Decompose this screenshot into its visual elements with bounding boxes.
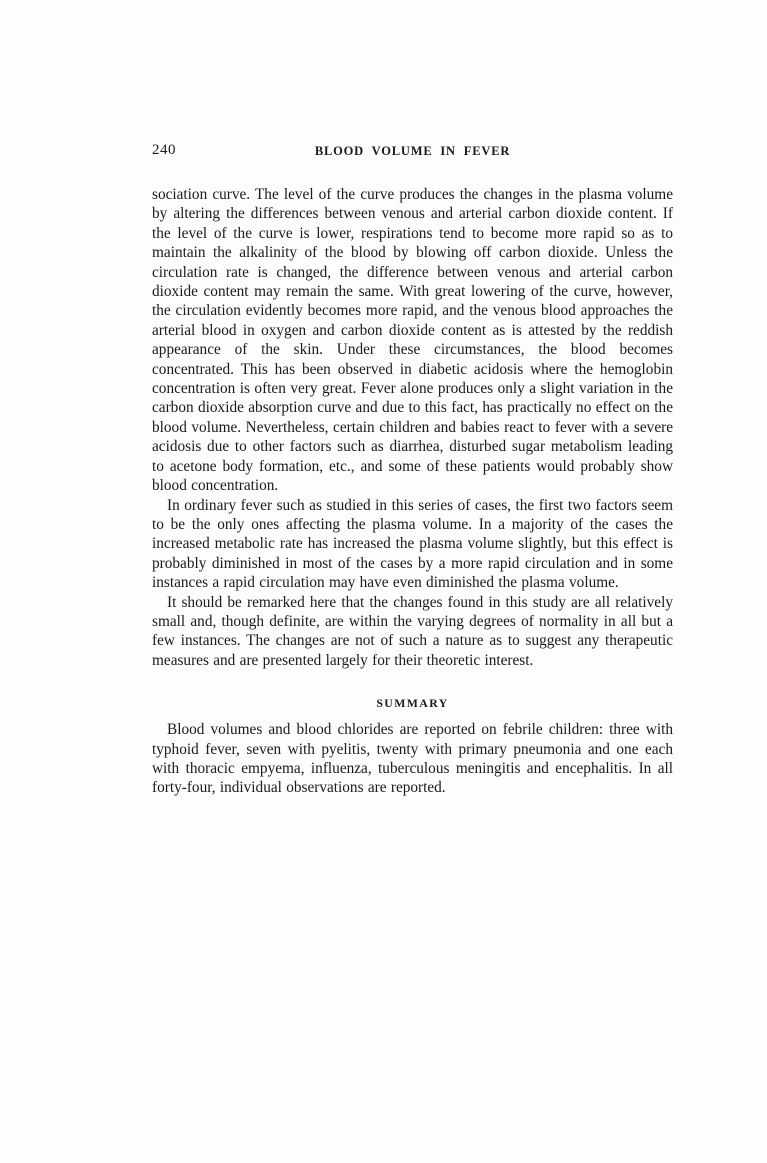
paragraph: It should be remarked here that the changes found in this study are all relatively small and, though definite, are within the varying degrees of normality in all but a few instances. The changes are not of such a nature as to suggest any therapeutic measures and are presented largely for their theoretic interest. [152, 593, 673, 669]
page-number: 240 [152, 142, 176, 158]
text-column [152, 142, 673, 798]
paragraph-continuation: sociation curve. The level of the curve produces the changes in the plasma volume by altering the differences between venous and arterial carbon dioxide content. If the level of the curve is lower, respirations tend to become more rapid so as to maintain the alkalinity of the blood by blowing off carbon dioxide. Unless the circulation rate is changed, the difference between venous and arterial carbon dioxide content may remain the same. With great lowering of the curve, however, the circulation evidently becomes more rapid, and the venous blood approaches the arterial blood in oxygen and carbon dioxide content as is attested by the reddish appearance of the skin. Under these circumstances, the blood becomes concentrated. This has been observed in diabetic acidosis where the hemoglobin concentration is often very great. Fever alone produces only a slight variation in the carbon dioxide absorption curve and due to this fact, has practically no effect on the blood volume. Nevertheless, certain children and babies react to fever with a severe acidosis due to other factors such as diarrhea, disturbed sugar metabolism leading to acetone body formation, etc., and some of these patients would probably show blood concentration. [152, 186, 673, 495]
body-text [152, 185, 673, 798]
running-header [152, 142, 673, 162]
summary-section-heading: SUMMARY [376, 696, 449, 711]
paragraph: In ordinary fever such as studied in this series of cases, the first two factors seem to be the only ones affecting the plasma volume. In a majority of the cases the increased metabolic rate has increased the plasma volume slightly, but this effect is probably diminished in most of the cases by a more rapid circulation and in some instances a rapid circulation may have even diminished the plasma volume. [152, 496, 673, 592]
summary-paragraph: Blood volumes and blood chlorides are reported on febrile children: three with typhoid fever, seven with pyelitis, twenty with primary pneumonia and one each with thoracic empyema, influenza, tuberculous meningitis and encephalitis. In all forty-four, individual observations are reported. [152, 721, 673, 797]
running-head-title: BLOOD VOLUME IN FEVER [314, 144, 511, 158]
